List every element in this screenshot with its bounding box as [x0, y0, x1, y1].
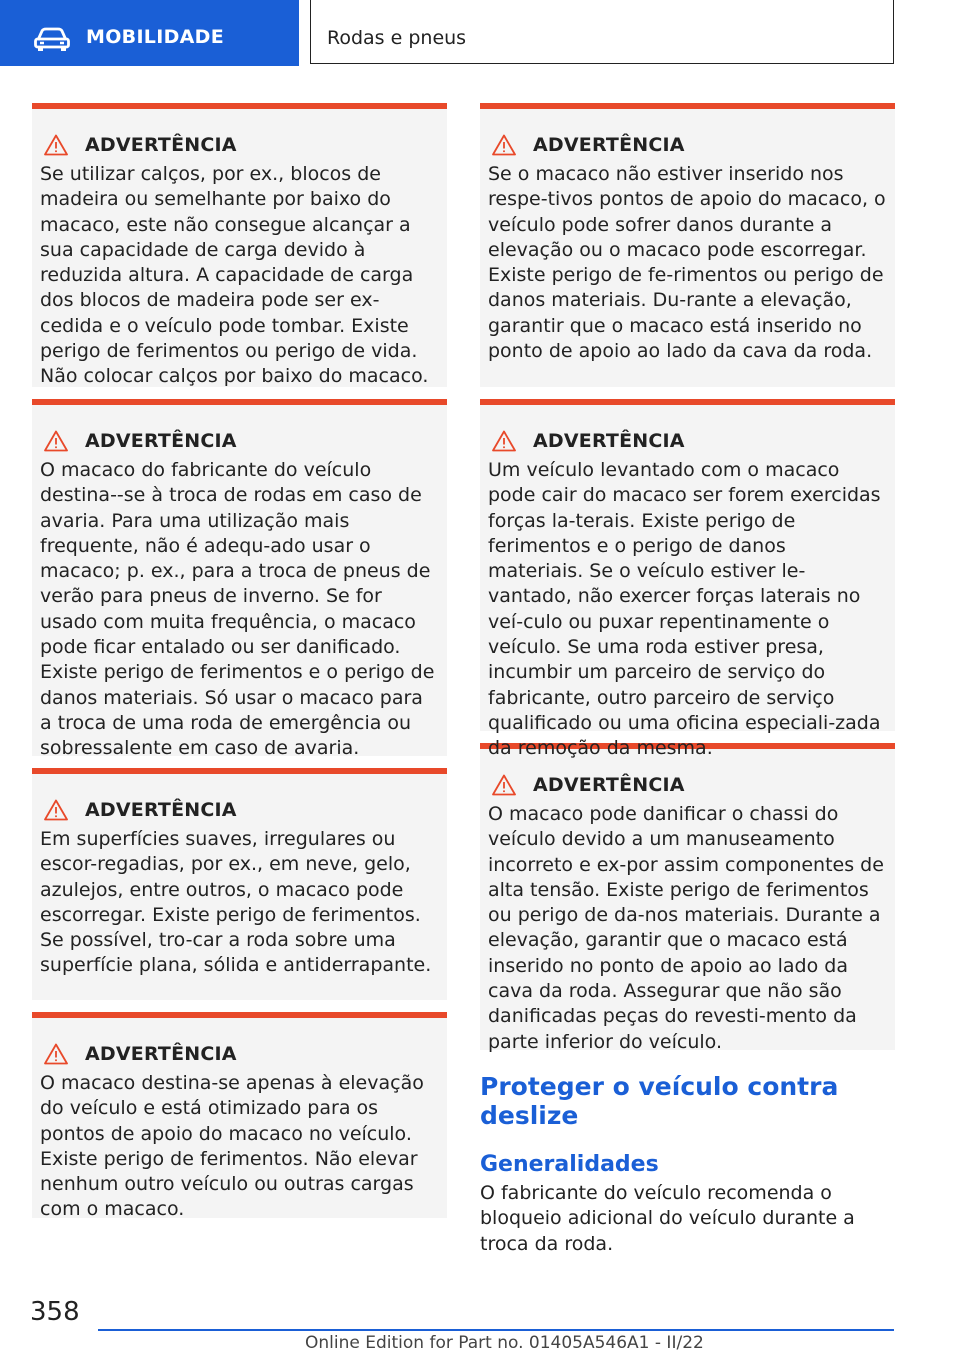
- car-icon: [34, 26, 70, 52]
- right-column: [480, 103, 895, 1257]
- warning-triangle-icon: [492, 134, 516, 156]
- warning-text: Se utilizar calços, por ex., blocos de madeira ou semelhante por baixo do macaco, este não consegue alcançar a sua capacidade de carga devido à reduzida altura. A capacidade de carga dos blocos de madeira pode ser ex-cedida e o veículo pode tombar. Existe perigo de ferimentos ou perigo de vida. Não colocar calços por baixo do macaco.: [40, 163, 429, 388]
- section-heading: Proteger o veículo contra deslize: [480, 1072, 839, 1130]
- warning-title: ADVERTÊNCIA: [85, 799, 237, 821]
- warning-text: Se o macaco não estiver inserido nos respe-tivos pontos de apoio do macaco, o veículo pode sofrer danos durante a elevação ou o macaco pode escorregar. Existe perigo de fe-rimentos ou perigo de danos materiais. Du-rante a elevação, garantir que o macaco está inserido no ponto de apoio ao lado da cava da roda.: [488, 163, 886, 363]
- section-paragraph: O fabricante do veículo recomenda o bloqueio adicional do veículo durante a troca da roda.: [480, 1182, 855, 1255]
- warning-text: O macaco pode danificar o chassi do veículo devido a um manuseamento incorreto e ex-por assim componentes de alta tensão. Existe perigo de ferimentos ou perigo de da-nos materiais. Durante a elevação, garantir que o macaco está inserido no ponto de apoio ao lado da cava da roda. Assegurar que não são danificadas peças do revesti-mento da parte inferior do veículo.: [488, 803, 884, 1053]
- footer-divider: [98, 1329, 894, 1331]
- warning-box: [480, 399, 895, 760]
- warning-box: [32, 399, 447, 760]
- left-column: [32, 103, 447, 1230]
- warning-triangle-icon: [44, 134, 68, 156]
- warning-title: ADVERTÊNCIA: [533, 774, 685, 796]
- warning-box: [32, 103, 447, 387]
- section-label: MOBILIDADE: [86, 26, 225, 48]
- warning-triangle-icon: [44, 430, 68, 452]
- warning-title: ADVERTÊNCIA: [85, 430, 237, 452]
- edition-text: Online Edition for Part no. 01405A546A1 - II/22: [305, 1333, 704, 1353]
- warning-box: [480, 103, 895, 387]
- warning-title: ADVERTÊNCIA: [533, 430, 685, 452]
- chapter-title: Rodas e pneus: [327, 27, 467, 49]
- warning-text: Um veículo levantado com o macaco pode cair do macaco ser forem exercidas forças la-terais. Existe perigo de ferimentos e o perigo de danos materiais. Se o veículo estiver le-vantado, não exercer forças laterais no veí-culo ou puxar repentinamente o veículo. Se uma roda estiver presa, incumbir um parceiro de serviço do fabricante, outro parceiro de serviço qualificado ou uma oficina especiali-zada da remoção da mesma.: [488, 459, 881, 760]
- chapter-header: [310, 0, 894, 64]
- warning-triangle-icon: [492, 774, 516, 796]
- warning-box: [32, 1012, 447, 1221]
- warning-triangle-icon: [44, 799, 68, 821]
- warning-box: [32, 768, 447, 1000]
- warning-text: O macaco do fabricante do veículo destina--se à troca de rodas em caso de avaria. Para uma utilização mais frequente, não é adequ-ado usar o macaco; p. ex., para a troca de pneus de verão para pneus de inverno. Se for usado com muita frequência, o macaco pode ficar entalado ou ser danificado. Existe perigo de ferimentos e o perigo de danos materiais. Só usar o macaco para a troca de uma roda de emergência ou sobressalente em caso de avaria.: [40, 459, 435, 760]
- warning-text: O macaco destina-se apenas à elevação do veículo e está otimizado para os pontos de apoio do macaco no veículo. Existe perigo de ferimentos. Não elevar nenhum outro veículo ou outras cargas com o macaco.: [40, 1072, 424, 1221]
- warning-triangle-icon: [44, 1043, 68, 1065]
- subsection-heading: Generalidades: [480, 1152, 659, 1177]
- warning-text: Em superfícies suaves, irregulares ou escor-regadias, por ex., em neve, gelo, azulejos, entre outros, o macaco pode escorregar. Existe perigo de ferimentos. Se possível, tro-car a roda sobre uma superfície plana, sólida e antiderrapante.: [40, 828, 432, 977]
- header-section-tab: [0, 0, 299, 66]
- warning-box: [480, 743, 895, 1053]
- warning-title: ADVERTÊNCIA: [85, 1043, 237, 1065]
- page-number: 358: [30, 1297, 80, 1327]
- warning-triangle-icon: [492, 430, 516, 452]
- warning-title: ADVERTÊNCIA: [533, 134, 685, 156]
- warning-title: ADVERTÊNCIA: [85, 134, 237, 156]
